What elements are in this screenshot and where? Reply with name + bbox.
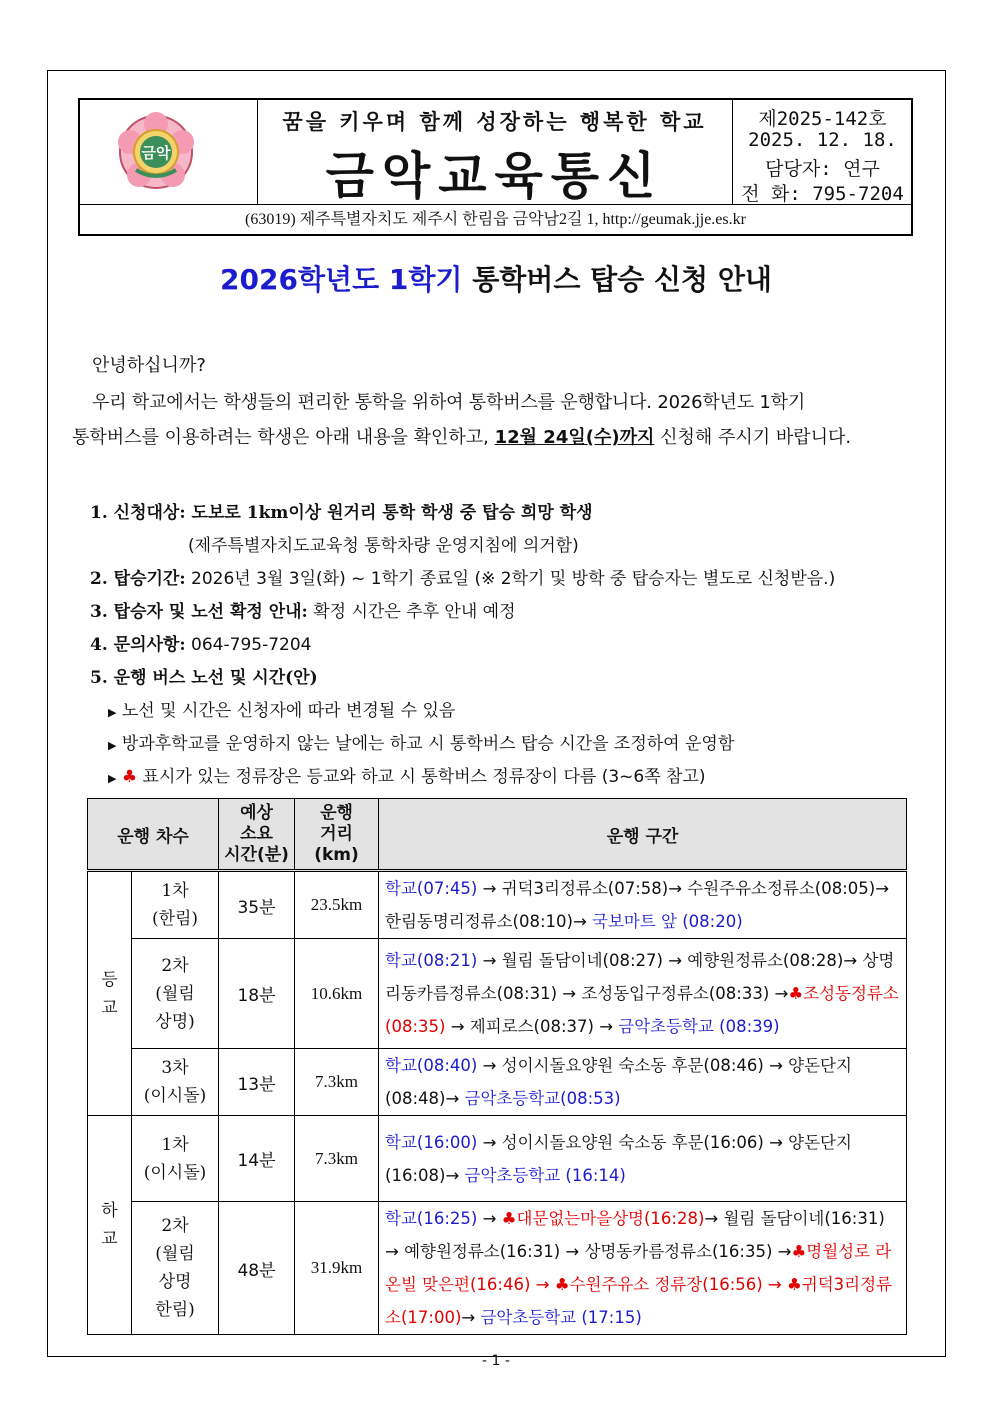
intro-line-1: 우리 학교에서는 학생들의 편리한 통학을 위하여 통학버스를 운행합니다. 2026학년도 1학기 <box>92 392 806 413</box>
header-route: 운행 구간 <box>379 799 907 871</box>
page-number: - 1 - <box>482 1353 510 1369</box>
greeting: 안녕하십니까? <box>92 355 206 376</box>
list-item: 4. 문의사항: 064-795-7204 <box>90 635 312 655</box>
bullet-item: ▶ ♣ 표시가 있는 정류장은 등교와 하교 시 통학버스 정류장이 다름 (3~6쪽 참고) <box>108 767 706 787</box>
route-cell: 학교(07:45) → 귀덕3리정류소(07:58)→ 수원주유소정류소(08:05)→ 한림동명리정류소(08:10)→ 국보마트 앞 (08:20) <box>379 871 907 939</box>
route-cell: 학교(16:00) → 성이시돌요양원 숙소동 후문(16:06) → 양돈단지(16:08)→ 금악초등학교 (16:14) <box>379 1116 907 1202</box>
bullet-item: ▶ 방과후학교를 운영하지 않는 날에는 하교 시 통학버스 탑승 시간을 조정하여 운영함 <box>108 734 735 754</box>
club-icon: ♣ <box>788 984 804 1003</box>
issue-number: 제2025-142호 <box>758 108 887 130</box>
route-cell: 학교(16:25) → ♣대문없는마을상명(16:28)→ 월림 돌담이네(16:31) → 예향원정류소(16:31) → 상명동카름정류소(16:35) →♣명월성로 라온빌 맞은편(16:46) → ♣수원주유소 정류장(16:56) → ♣귀덕3리정류소(17:00)→ 금악초등학교 (17:15) <box>379 1202 907 1335</box>
newsletter-name: 금악교육통신 <box>325 147 664 205</box>
list-item: 5. 운행 버스 노선 및 시간(안) <box>90 668 318 688</box>
header-distance: 운행 거리 (km) <box>295 799 379 871</box>
deadline: 12월 24일(수)까지 <box>494 427 655 448</box>
school-address: (63019) 제주특별자치도 제주시 한림읍 금악남2길 1, http://geumak.jje.es.kr <box>80 204 911 235</box>
club-icon: ♣ <box>121 767 138 787</box>
section-depart: 하 교 <box>88 1116 132 1335</box>
logo-text: 금악 <box>141 144 171 162</box>
bus-route-table <box>87 798 907 1335</box>
table-row: 3차 (이시돌) 13분 7.3km 학교(08:40) → 성이시돌요양원 숙소동 후문(08:46) → 양돈단지(08:48)→ 금악초등학교(08:53) <box>88 1049 907 1116</box>
table-row: 하 교 1차 (이시돌) 14분 7.3km 학교(16:00) → 성이시돌요양원 숙소동 후문(16:06) → 양돈단지(16:08)→ 금악초등학교 (16:14) <box>88 1116 907 1202</box>
route-cell: 학교(08:40) → 성이시돌요양원 숙소동 후문(08:46) → 양돈단지(08:48)→ 금악초등학교(08:53) <box>379 1049 907 1116</box>
contact-phone: 전 화: 795-7204 <box>741 183 904 205</box>
club-icon: ♣ <box>791 1242 807 1261</box>
club-icon: ♣ <box>787 1275 802 1294</box>
header-round: 운행 차수 <box>88 799 219 871</box>
document-title: 2026학년도 1학기 통학버스 탑승 신청 안내 <box>220 263 772 296</box>
club-icon: ♣ <box>501 1209 517 1228</box>
contact-person: 담당자: 연구 <box>765 158 880 180</box>
header-time: 예상 소요 시간(분) <box>219 799 295 871</box>
list-item: 1. 신청대상: 도보로 1km이상 원거리 통학 학생 중 탑승 희망 학생 <box>90 503 593 523</box>
table-row: 2차 (월림 상명) 18분 10.6km 학교(08:21) → 월림 돌담이네(08:27) → 예향원정류소(08:28)→ 상명리동카름정류소(08:31) → 조성동입구정류소(08:33) →♣조성동정류소(08:35) → 제피로스(08:37) → 금악초등학교 (08:39) <box>88 939 907 1049</box>
list-item: 3. 탑승자 및 노선 확정 안내: 확정 시간은 추후 안내 예정 <box>90 602 516 622</box>
newsletter-header <box>78 98 913 236</box>
route-cell: 학교(08:21) → 월림 돌담이네(08:27) → 예향원정류소(08:28)→ 상명리동카름정류소(08:31) → 조성동입구정류소(08:33) →♣조성동정류소(08:35) → 제피로스(08:37) → 금악초등학교 (08:39) <box>379 939 907 1049</box>
school-slogan: 꿈을 키우며 함께 성장하는 행복한 학교 <box>282 109 707 134</box>
school-logo <box>80 100 258 204</box>
school-emblem-icon <box>80 100 257 204</box>
table-row: 2차 (월림 상명 한림) 48분 31.9km 학교(16:25) → ♣대문없는마을상명(16:28)→ 월림 돌담이네(16:31) → 예향원정류소(16:31) → 상명동카름정류소(16:35) →♣명월성로 라온빌 맞은편(16:46) → ♣수원주유소 정류장(16:56) → ♣귀덕3리정류소(17:00)→ 금악초등학교 (17:15) <box>88 1202 907 1335</box>
issue-date: 2025. 12. 18. <box>748 129 897 151</box>
club-icon: ♣ <box>554 1275 570 1294</box>
section-arrive: 등 교 <box>88 871 132 1116</box>
intro-line-2: 통학버스를 이용하려는 학생은 아래 내용을 확인하고, 12월 24일(수)까지 신청해 주시기 바랍니다. <box>72 427 852 448</box>
list-item: 2. 탑승기간: 2026년 3월 3일(화) ~ 1학기 종료일 (※ 2학기 및 방학 중 탑승자는 별도로 신청받음.) <box>90 569 836 589</box>
list-item: (제주특별자치도교육청 통학차량 운영지침에 의거함) <box>188 536 579 556</box>
bullet-item: ▶ 노선 및 시간은 신청자에 따라 변경될 수 있음 <box>108 701 456 721</box>
table-row: 등 교 1차 (한림) 35분 23.5km 학교(07:45) → 귀덕3리정류소(07:58)→ 수원주유소정류소(08:05)→ 한림동명리정류소(08:10)→ 국보마트 앞 (08:20) <box>88 871 907 939</box>
